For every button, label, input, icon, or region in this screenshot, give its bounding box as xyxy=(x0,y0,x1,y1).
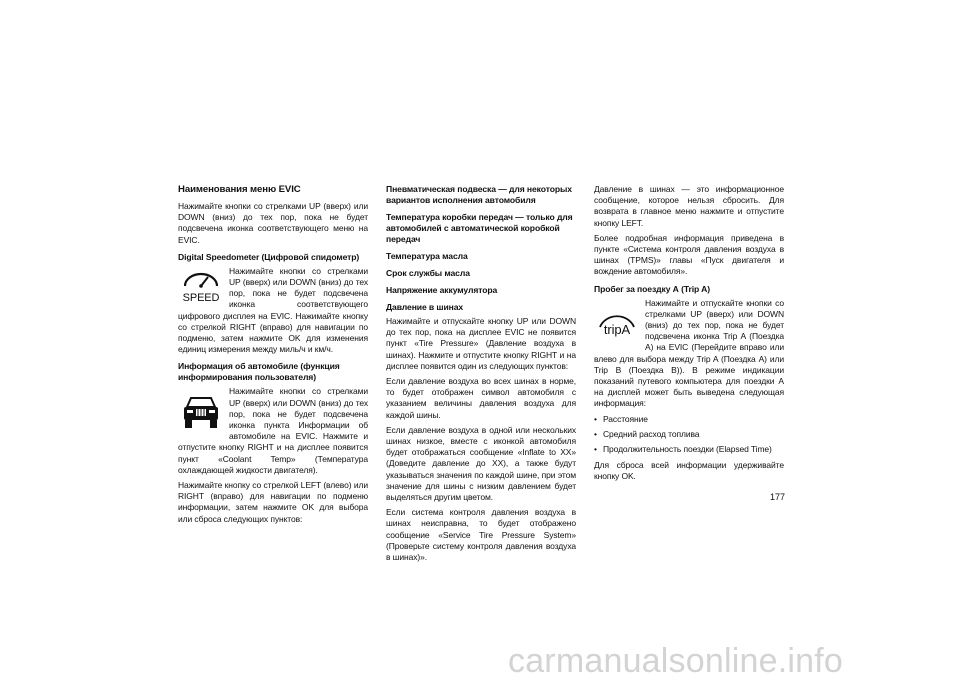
column-middle xyxy=(386,184,576,567)
tire-paragraph-2: Если давление воздуха во всех шинах в норме, то будет отображен символ автомобиля с указанием величины давления воздуха для каждой шины. xyxy=(386,376,576,420)
trip-a-list xyxy=(594,414,784,456)
trip-a-icon-label: tripA xyxy=(603,321,631,337)
oil-temp-heading: Температура масла xyxy=(386,251,468,261)
vehicle-info-paragraph-2: Нажимайте кнопку со стрелкой LEFT (влево) или RIGHT (вправо) для навигации по подменю информации, затем нажмите OK для выбора или сброса следующих пунктов: xyxy=(178,480,368,524)
list-item: • Расстояние xyxy=(594,414,784,425)
speedometer-paragraph: Нажимайте кнопки со стрелками UP (вверх) или DOWN (вниз) до тех пор, пока не будет подсвечена иконка соответствующего цифрового дисплея на EVIC. Нажимайте кнопку со стрелкой RIGHT (вправо) для навигации по подменю, затем нажмите OK для изменения единиц измерения между миль/ч и км/ч. xyxy=(178,265,368,355)
speedometer-icon xyxy=(178,270,224,306)
column-right xyxy=(594,184,784,487)
list-item: • Средний расход топлива xyxy=(594,429,784,440)
tire-paragraph-3: Если давление воздуха в одной или нескольких шинах низкое, вместе с иконкой автомобиля будет отображаться сообщение «Inflate to XX» (Доведите давление до XX), а также будут указываться значения по каждой шине, при этом значение для шины с низким давлением будет выделяться другим цветом. xyxy=(386,424,576,503)
trip-a-heading: Пробег за поездку А (Trip A) xyxy=(594,283,711,294)
tpms-reference-paragraph: Более подробная информация приведена в пункте «Система контроля давления воздуха в шинах (TPMS)» главы «Пуск двигателя и вождение автомобиля». xyxy=(594,232,784,277)
section-heading-evic-menu: Наименования меню EVIC xyxy=(178,184,301,195)
reset-paragraph: Для сброса всей информации удерживайте кнопку OK. xyxy=(594,460,784,482)
battery-voltage-heading: Напряжение аккумулятора xyxy=(386,285,498,295)
list-item: • Продолжительность поездки (Elapsed Time) xyxy=(594,444,784,455)
oil-life-heading: Срок службы масла xyxy=(386,268,470,278)
tire-info-paragraph: Давление в шинах — это информационное сообщение, которое нельзя сбросить. Для возврата в главное меню нажмите и отпустите кнопку LEFT. xyxy=(594,184,784,228)
suspension-heading: Пневматическая подвеска — для некоторых вариантов исполнения автомобиля xyxy=(386,184,572,205)
vehicle-info-heading: Информация об автомобиле (функция информирования пользователя) xyxy=(178,361,340,383)
tire-paragraph-4: Если система контроля давления воздуха в шинах неисправна, то будет отображено сообщение «Service Tire Pressure System» (Проверьте систему контроля давления воздуха в шинах)». xyxy=(386,507,576,563)
column-left xyxy=(178,184,368,529)
page-number: 177 xyxy=(770,492,786,502)
transmission-temp-heading: Температура коробки передач — только для автомобилей с автоматической коробкой передач xyxy=(386,212,573,244)
tire-paragraph-1: Нажимайте и отпускайте кнопку UP или DOWN до тех пор, пока на дисплее EVIC не появится пункт «Tire Pressure» (Давление воздуха в шинах). Нажмите и отпустите кнопку RIGHT и на дисплее появится один из следующих пунктов: xyxy=(386,316,576,371)
speedometer-icon-label: SPEED xyxy=(182,291,220,304)
speedometer-heading: Digital Speedometer (Цифровой спидометр) xyxy=(178,251,360,262)
trip-a-icon xyxy=(594,302,640,348)
vehicle-info-paragraph: Нажимайте кнопки со стрелками UP (вверх) или DOWN (вниз) до тех пор, пока не будет подсвечена иконка пункта Информации об автомобиле на EVIC. Нажмите и отпустите кнопку RIGHT и на дисплее появится пункт «Coolant Temp» (Температура охлаждающей жидкости двигателя). xyxy=(178,386,368,475)
watermark: carmanualsonline.info xyxy=(508,642,843,680)
tire-pressure-heading: Давление в шинах xyxy=(386,302,464,312)
vehicle-icon xyxy=(178,390,224,436)
intro-paragraph: Нажимайте кнопки со стрелками UP (вверх) или DOWN (вниз) до тех пор, пока не будет подсвечена иконка соответствующего меню на EVIC. xyxy=(178,201,368,245)
trip-a-paragraph: Нажимайте и отпускайте кнопки со стрелками UP (вверх) или DOWN (вниз) до тех пор, пока не будет подсвечена иконка Trip A (Поездка А) на EVIC (Перейдите вправо или влево для выбора между Trip A (Поездка А) или Trip B (Поездка В)). В режиме индикации показаний путевого компьютера для поездки А на дисплей может быть выведена следующая информация: xyxy=(594,297,784,409)
